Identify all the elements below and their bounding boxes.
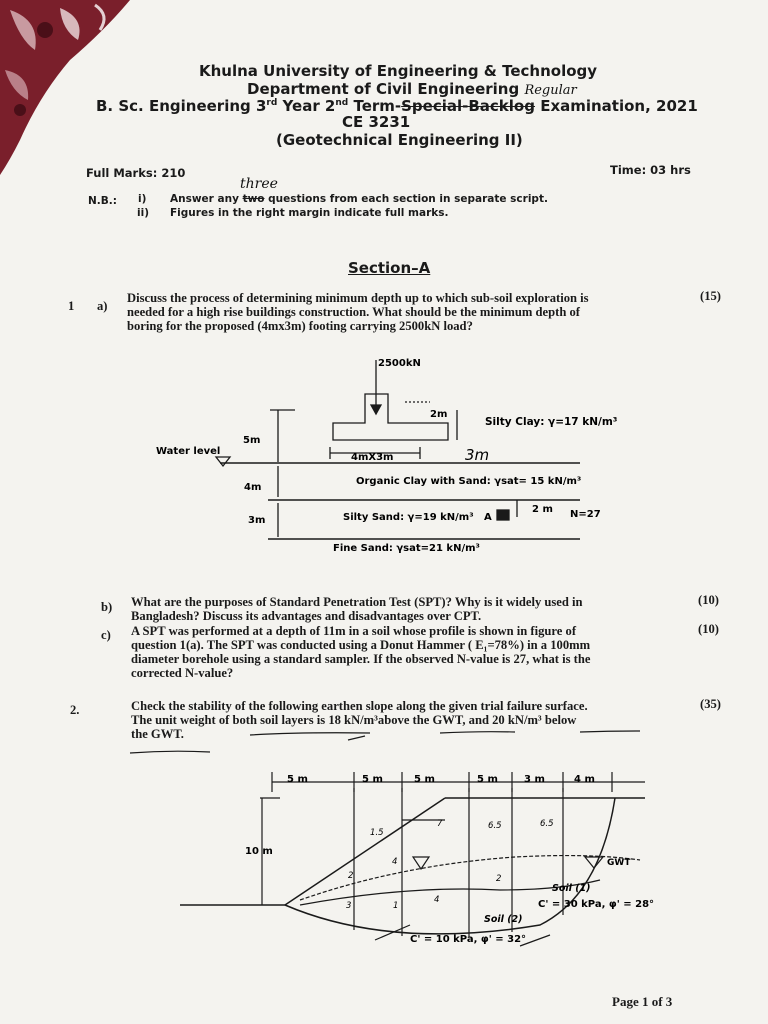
dim-4b-label: 4: [434, 895, 440, 905]
handwritten-regular: Regular: [524, 83, 577, 98]
q1a-line-1: Discuss the process of determining minimum depth up to which sub-soil exploration is: [127, 291, 589, 305]
q2-line-1: Check the stability of the following earthen slope along the given trial failure surface.: [131, 699, 588, 713]
q2-number: 2.: [70, 703, 80, 717]
struck-special-backlog: Special-Backlog: [401, 97, 535, 115]
q1a-line-3: boring for the proposed (4mx3m) footing carrying 2500kN load?: [127, 319, 473, 333]
fine-sand-label: Fine Sand: γsat=21 kN/m³: [333, 543, 480, 554]
footing-size-label: 4mX3m: [351, 452, 394, 463]
q1a-label: a): [97, 299, 108, 313]
q2-line-3: the GWT.: [131, 727, 184, 741]
point-a-label: A: [484, 512, 492, 523]
course-title: (Geotechnical Engineering II): [276, 131, 523, 149]
dim-2m-b-label: 2 m: [532, 504, 553, 515]
width-5-label: 3 m: [524, 774, 545, 785]
nb-item-i-label: i): [138, 193, 147, 205]
organic-clay-label: Organic Clay with Sand: γsat= 15 kN/m³: [356, 476, 582, 487]
dim-3m-label: 3m: [248, 515, 266, 526]
gwt-label: GWT: [607, 858, 631, 868]
dim-6-5a-label: 6.5: [488, 821, 502, 831]
q1b-marks: (10): [698, 593, 719, 607]
dim-1-label: 1: [393, 901, 399, 911]
width-2-label: 5 m: [362, 774, 383, 785]
handwritten-three: three: [240, 176, 278, 192]
exam-title: B. Sc. Engineering 3rd Year 2nd Term-Special-Backlog Examination, 2021: [96, 97, 698, 115]
q1c-line-1: A SPT was performed at a depth of 11m in a soil whose profile is shown in figure of: [131, 624, 577, 638]
q1c-line-4: corrected N-value?: [131, 666, 234, 680]
nb-label: N.B.:: [88, 195, 117, 207]
load-label: 2500kN: [378, 358, 421, 369]
q2-marks: (35): [700, 697, 721, 711]
soil-1-label: Soil (1): [552, 883, 591, 894]
section-title: Section–A: [348, 259, 431, 277]
q1a-marks: (15): [700, 289, 721, 303]
dim-3-label: 3: [346, 901, 352, 911]
dim-7-label: 7: [437, 819, 443, 829]
spt-point-a: [497, 510, 509, 520]
q1b-line-1: What are the purposes of Standard Penetration Test (SPT)? Why is it widely used in: [131, 595, 583, 609]
dim-6-5b-label: 6.5: [540, 819, 554, 829]
nb-item-i-text: Answer any two questions from each section in separate script.: [170, 193, 548, 205]
dim-4m-label: 4m: [244, 482, 262, 493]
q1b-line-2: Bangladesh? Discuss its advantages and disadvantages over CPT.: [131, 609, 482, 623]
width-3-label: 5 m: [414, 774, 435, 785]
q2-handwritten-underlines: [120, 720, 640, 765]
water-level-symbol: [216, 457, 230, 466]
gwt-symbol-left: [413, 857, 429, 869]
silty-sand-label: Silty Sand: γ=19 kN/m³: [343, 512, 474, 523]
soil-1-params: C' = 30 kPa, φ' = 28°: [538, 899, 655, 910]
soil-profile-figure: [140, 350, 620, 560]
slope-face: [285, 798, 445, 905]
q1c-line-2: question 1(a). The SPT was conducted using a Donut Hammer ( E₁=78%) in a 100mm: [131, 638, 591, 652]
q1c-marks: (10): [698, 622, 719, 636]
soil-2-label: Soil (2): [484, 914, 523, 925]
exam-time: Time: 03 hrs: [610, 163, 691, 177]
load-arrow-head: [371, 405, 381, 414]
dim-1-5-label: 1.5: [370, 828, 384, 838]
handwritten-3m: 3m: [465, 446, 490, 464]
gwt-symbol-right: [585, 857, 603, 868]
width-6-label: 4 m: [574, 774, 595, 785]
q1b-label: b): [101, 600, 113, 614]
slope-stability-figure: [170, 760, 690, 950]
q1c-line-3: diameter borehole using a standard sampler. If the observed N-value is 27, what is the: [131, 652, 591, 666]
q1-number: 1: [68, 299, 75, 313]
dim-2m-label: 2m: [430, 409, 448, 420]
full-marks: Full Marks: 210: [86, 166, 186, 180]
page-number: Page 1 of 3: [612, 994, 673, 1009]
height-label: 10 m: [245, 846, 273, 857]
width-4-label: 5 m: [477, 774, 498, 785]
nb-item-ii-label: ii): [137, 207, 149, 219]
q1c-label: c): [101, 628, 111, 642]
course-code: CE 3231: [342, 113, 411, 131]
dim-2b-label: 2: [496, 874, 502, 884]
trial-failure-surface: [285, 798, 615, 934]
n-value-label: N=27: [570, 509, 601, 520]
soil-2-params: C' = 10 kPa, φ' = 32°: [410, 934, 527, 945]
q1a-line-2: needed for a high rise buildings construction. What should be the minimum depth of: [127, 305, 580, 319]
width-1-label: 5 m: [287, 774, 308, 785]
university-name: Khulna University of Engineering & Technology: [199, 62, 598, 80]
dim-5m-label: 5m: [243, 435, 261, 446]
department-name: Department of Civil Engineering Regular: [247, 80, 577, 98]
q2-line-2: The unit weight of both soil layers is 18 kN/m³above the GWT, and 20 kN/m³ below: [131, 713, 577, 727]
dim-4-label: 4: [392, 857, 398, 867]
nb-item-ii-text: Figures in the right margin indicate full marks.: [170, 207, 449, 219]
dim-2a-label: 2: [348, 871, 354, 881]
silty-clay-label: Silty Clay: γ=17 kN/m³: [485, 416, 618, 428]
floral-corner-decoration: [0, 0, 130, 175]
water-level-label: Water level: [156, 446, 221, 457]
